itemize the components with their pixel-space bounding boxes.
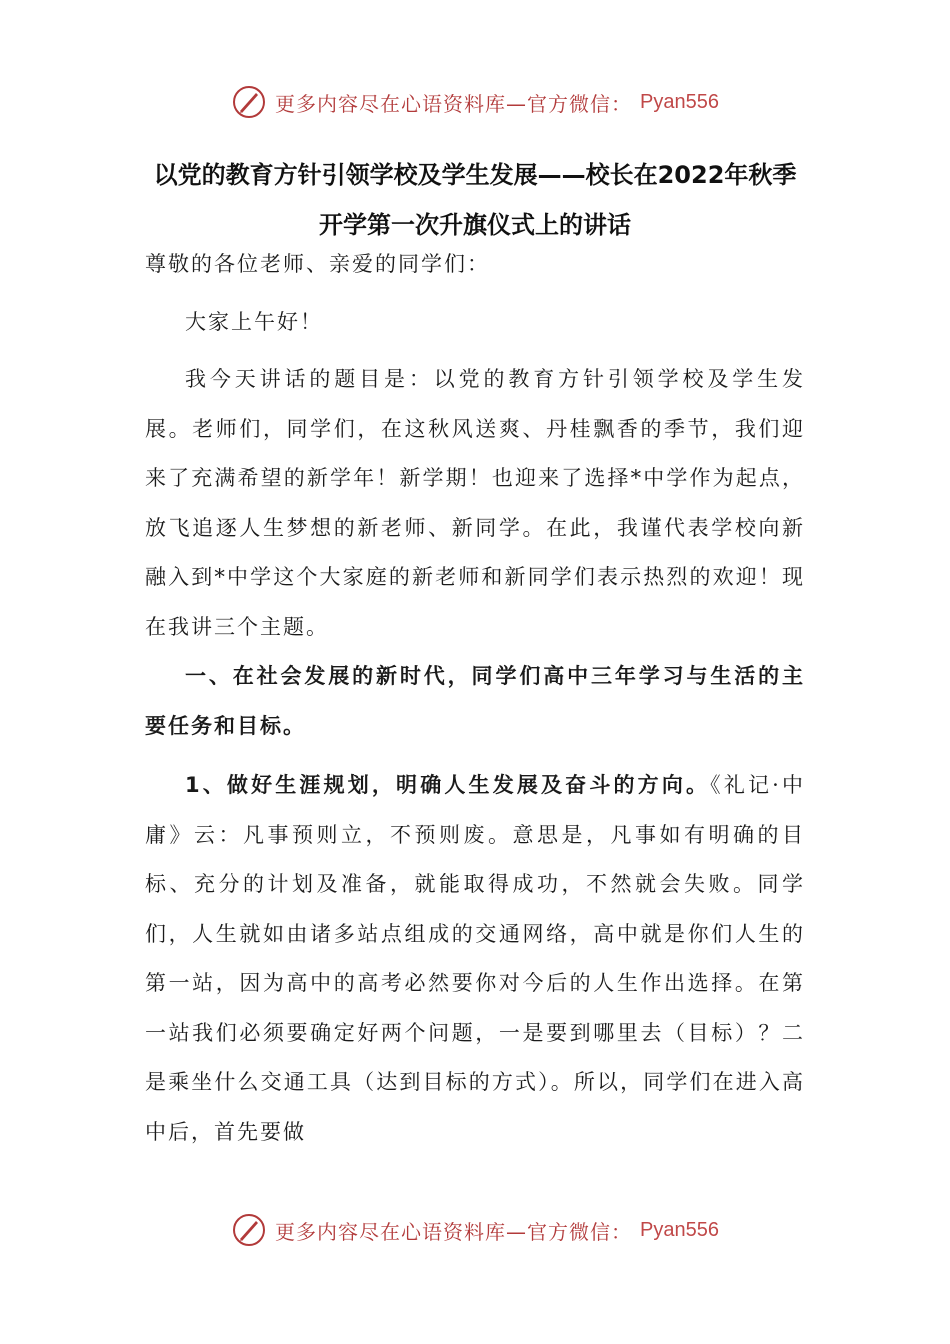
document-title: 以党的教育方针引领学校及学生发展——校长在2022年秋季开学第一次升旗仪式上的讲话: [153, 161, 797, 239]
point-lead-1: 1、做好生涯规划，明确人生发展及奋斗的方向。: [185, 773, 711, 797]
quill-pen-icon: [231, 84, 267, 120]
watermark-wechat-id: Pyan556: [640, 1218, 719, 1241]
watermark-wechat-id: Pyan556: [640, 90, 719, 113]
document-body: [145, 240, 805, 1157]
point-paragraph-1: [145, 761, 805, 1157]
watermark-text: 更多内容尽在心语资料库—官方微信：: [275, 91, 633, 116]
salutation: 尊敬的各位老师、亲爱的同学们：: [145, 252, 490, 276]
section-heading-1: 一、在社会发展的新时代，同学们高中三年学习与生活的主要任务和目标。: [145, 664, 805, 738]
greeting: 大家上午好！: [185, 309, 323, 334]
intro-paragraph: 我今天讲话的题目是：以党的教育方针引领学校及学生发展。老师们，同学们，在这秋风送爽、丹桂飘香的季节，我们迎来了充满希望的新学年！新学期！也迎来了选择*中学作为起点，放飞追逐人生梦想的新老师、新同学。在此，我谨代表学校向新融入到*中学这个大家庭的新老师和新同学们表示热烈的欢迎！现在我讲三个主题。: [145, 367, 805, 639]
watermark-text: 更多内容尽在心语资料库—官方微信：: [275, 1219, 633, 1244]
footer-watermark: [0, 1210, 950, 1250]
point-body-1: 《礼记·中庸》云：凡事预则立，不预则废。意思是，凡事如有明确的目标、充分的计划及准备，就能取得成功，不然就会失败。同学们，人生就如由诸多站点组成的交通网络，高中就是你们人生的第一站，因为高中的高考必然要你对今后的人生作出选择。在第一站我们必须要确定好两个问题，一是要到哪里去（目标）？二是乘坐什么交通工具（达到目标的方式）。所以，同学们在进入高中后，首先要做: [145, 773, 805, 1144]
quill-pen-icon: [231, 1212, 267, 1248]
header-watermark: [0, 82, 950, 122]
